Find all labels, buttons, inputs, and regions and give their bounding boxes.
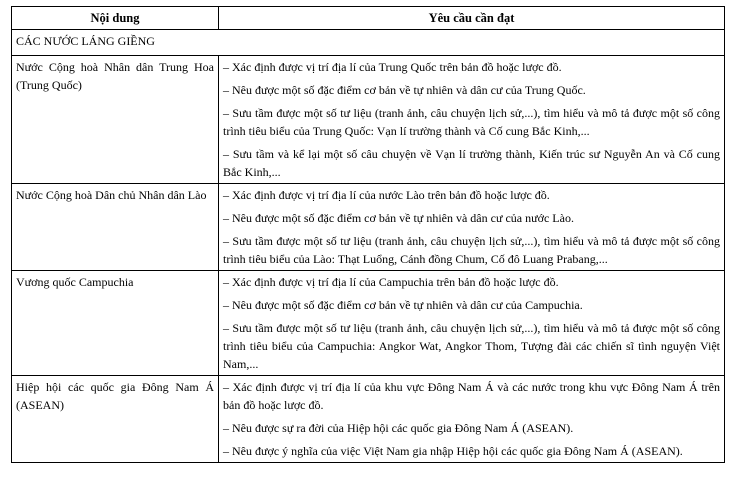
requirements-china [219, 56, 725, 184]
curriculum-table [11, 6, 725, 463]
table-row [12, 376, 725, 463]
requirement-item: – Sưu tầm được một số tư liệu (tranh ảnh, câu chuyện lịch sử,...), tìm hiểu và mô tả được một số công trình tiêu biểu của Campuchia: Angkor Wat, Angkor Thom, Tượng đài các chiến sĩ tình nguyện Việt Nam,... [223, 321, 720, 371]
requirement-item: – Nêu được sự ra đời của Hiệp hội các quốc gia Đông Nam Á (ASEAN). [223, 421, 574, 435]
requirement-item: – Nêu được một số đặc điểm cơ bản về tự nhiên và dân cư của nước Lào. [223, 211, 574, 225]
table-row [12, 271, 725, 376]
requirement-item: – Xác định được vị trí địa lí của khu vực Đông Nam Á và các nước trong khu vực Đông Nam Á trên bản đồ hoặc lược đồ. [223, 380, 720, 412]
requirement-item: – Xác định được vị trí địa lí của nước Lào trên bản đồ hoặc lược đồ. [223, 188, 550, 202]
table-row [12, 184, 725, 271]
requirements-cambodia [219, 271, 725, 376]
table-row [12, 56, 725, 184]
requirement-item: – Sưu tầm được một số tư liệu (tranh ảnh, câu chuyện lịch sử,...), tìm hiểu và mô tả được một số công trình tiêu biểu của Lào: Thạt Luổng, Cánh đồng Chum, Cố đô Luang Prabang,... [223, 234, 720, 266]
requirement-item: – Xác định được vị trí địa lí của Campuchia trên bản đồ hoặc lược đồ. [223, 275, 559, 289]
section-row [12, 30, 725, 56]
section-title: CÁC NƯỚC LÁNG GIỀNG [12, 30, 725, 56]
table-header-row [12, 7, 725, 30]
requirements-laos [219, 184, 725, 271]
requirement-item: – Sưu tầm được một số tư liệu (tranh ảnh, câu chuyện lịch sử,...), tìm hiểu và mô tả được một số công trình tiêu biểu của Trung Quốc: Vạn lí trường thành và Cố cung Bắc Kinh,... [223, 106, 720, 138]
header-content: Nội dung [12, 7, 219, 30]
topic-cambodia: Vương quốc Campuchia [12, 271, 219, 376]
requirements-asean [219, 376, 725, 463]
requirement-item: – Nêu được một số đặc điểm cơ bản về tự nhiên và dân cư của Trung Quốc. [223, 83, 586, 97]
header-requirements: Yêu cầu cần đạt [219, 7, 725, 30]
requirement-item: – Xác định được vị trí địa lí của Trung Quốc trên bản đồ hoặc lược đồ. [223, 60, 562, 74]
topic-laos: Nước Cộng hoà Dân chủ Nhân dân Lào [12, 184, 219, 271]
requirement-item: – Sưu tầm và kể lại một số câu chuyện về Vạn lí trường thành, Kiến trúc sư Nguyễn An và Cố cung Bắc Kinh,... [223, 147, 720, 179]
topic-asean: Hiệp hội các quốc gia Đông Nam Á (ASEAN) [12, 376, 219, 463]
topic-china: Nước Cộng hoà Nhân dân Trung Hoa (Trung Quốc) [12, 56, 219, 184]
requirement-item: – Nêu được một số đặc điểm cơ bản về tự nhiên và dân cư của Campuchia. [223, 298, 583, 312]
requirement-item: – Nêu được ý nghĩa của việc Việt Nam gia nhập Hiệp hội các quốc gia Đông Nam Á (ASEAN). [223, 444, 683, 458]
